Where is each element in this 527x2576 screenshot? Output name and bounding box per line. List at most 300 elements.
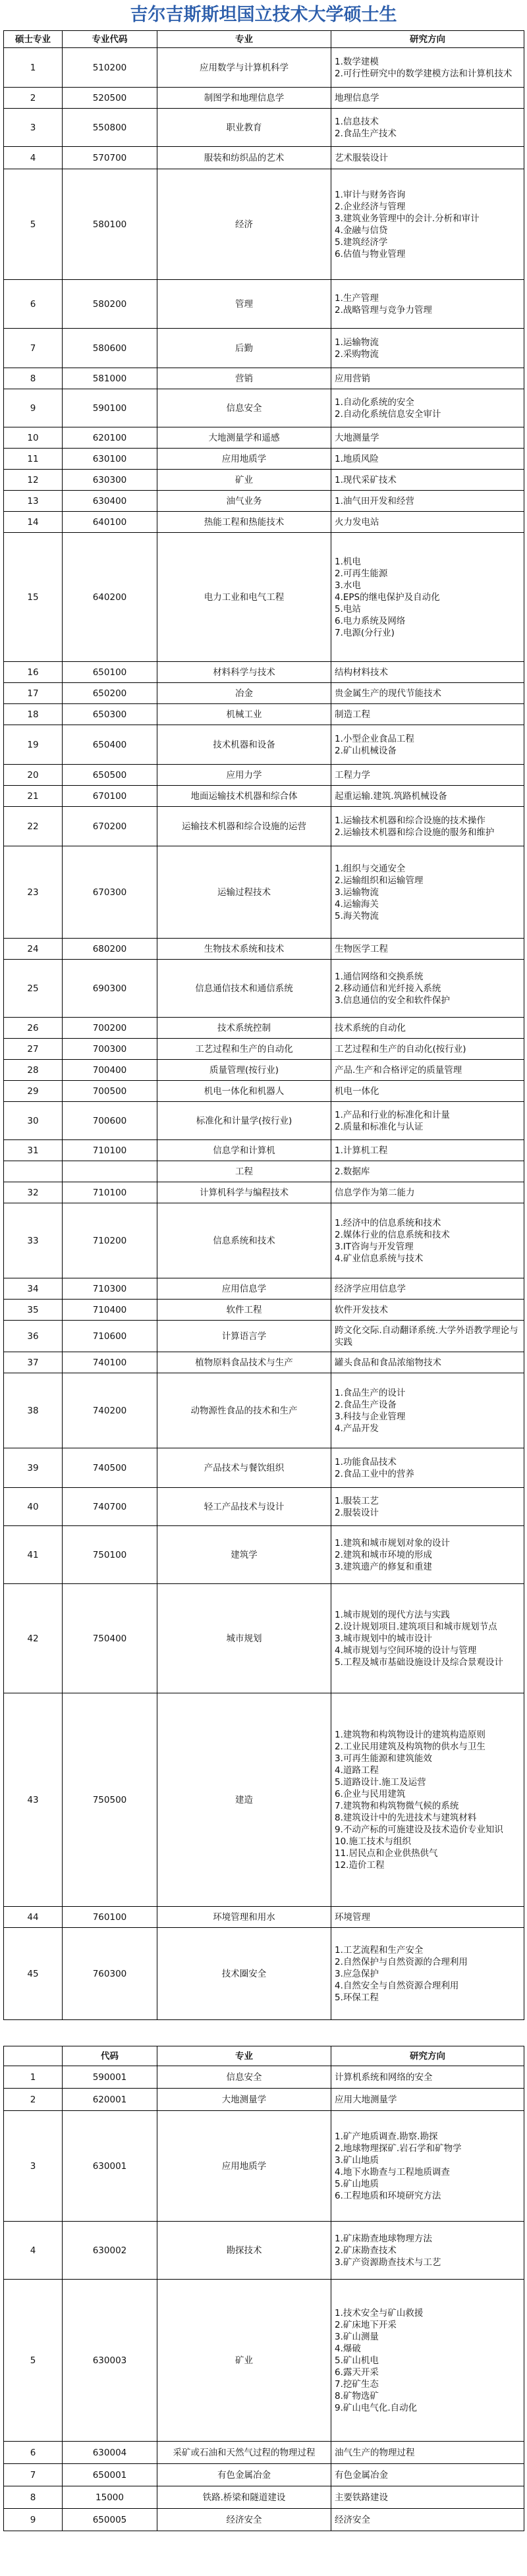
direction-item: 3.矿山地质 xyxy=(335,2154,379,2166)
row-code: 740500 xyxy=(63,1448,157,1488)
row-number: 30 xyxy=(4,1102,63,1140)
direction-item: 2.可再生能源 xyxy=(335,568,388,579)
direction-item: 6.露天开采 xyxy=(335,2367,379,2378)
direction-item: 3.建筑业务管理中的会计.分析和审计 xyxy=(335,213,480,224)
row-directions xyxy=(331,2509,524,2531)
row-number: 22 xyxy=(4,807,63,846)
table-row xyxy=(4,725,524,765)
row-number: 7 xyxy=(4,2464,63,2486)
direction-item: 5.矿山机电 xyxy=(335,2355,379,2366)
table-row xyxy=(4,1526,524,1584)
document-page xyxy=(3,0,524,2531)
direction-item: 1.产品和行业的标准化和计量 xyxy=(335,1109,450,1120)
table-row xyxy=(4,1018,524,1039)
direction-item: 1.自动化系统的安全 xyxy=(335,397,414,408)
table-row xyxy=(4,368,524,389)
table-row xyxy=(4,1373,524,1448)
row-code: 650200 xyxy=(63,683,157,704)
row-directions xyxy=(331,1018,524,1039)
row-directions xyxy=(331,846,524,939)
header-direction: 研究方向 xyxy=(331,31,524,48)
row-code: 620100 xyxy=(63,427,157,449)
row-directions xyxy=(331,389,524,427)
row-code: 700600 xyxy=(63,1102,157,1140)
row-major: 城市规划 xyxy=(157,1584,331,1693)
row-code: 740100 xyxy=(63,1352,157,1373)
direction-item: 1.审计与财务咨询 xyxy=(335,189,406,200)
direction-item: 5.环保工程 xyxy=(335,1992,379,2003)
direction-item: 3.城市规划中的城市设计 xyxy=(335,1633,432,1644)
row-code: 670300 xyxy=(63,846,157,939)
direction-item: 1.经济中的信息系统和技术 xyxy=(335,1217,441,1228)
direction-item: 主要铁路建设 xyxy=(335,2492,388,2503)
row-number: 5 xyxy=(4,169,63,280)
direction-item: 1.地质风险 xyxy=(335,453,379,464)
table-row xyxy=(4,1081,524,1102)
table-row xyxy=(4,1928,524,2020)
row-code: 700500 xyxy=(63,1081,157,1102)
row-number: 20 xyxy=(4,765,63,786)
row-directions xyxy=(331,2066,524,2089)
row-major: 机电一体化和机器人 xyxy=(157,1081,331,1102)
direction-item: 2.食品生产技术 xyxy=(335,128,397,139)
direction-item: 1.信息技术 xyxy=(335,116,379,127)
row-code: 710100 xyxy=(63,1182,157,1203)
table-row xyxy=(4,1321,524,1352)
table-row xyxy=(4,449,524,470)
row-directions xyxy=(331,1352,524,1373)
row-code: 650100 xyxy=(63,662,157,683)
row-code: 760300 xyxy=(63,1928,157,2020)
row-number: 37 xyxy=(4,1352,63,1373)
row-directions xyxy=(331,1448,524,1488)
direction-item: 2.运输技术机器和综合设施的服务和维护 xyxy=(335,827,495,838)
row-number: 14 xyxy=(4,512,63,533)
row-directions xyxy=(331,533,524,662)
row-number: 3 xyxy=(4,2111,63,2222)
direction-item: 2.食品工业中的营养 xyxy=(335,1468,414,1479)
direction-item: 11.居民点和企业供热供气 xyxy=(335,1848,438,1859)
direction-item: 生物医学工程 xyxy=(335,943,388,954)
table-row xyxy=(4,786,524,807)
table-header-row xyxy=(4,31,524,48)
row-major: 信息学和计算机 xyxy=(157,1140,331,1161)
table2-row xyxy=(4,2442,524,2464)
table-row xyxy=(4,939,524,960)
row-major: 轻工产品技术与设计 xyxy=(157,1488,331,1526)
row-code: 630004 xyxy=(63,2442,157,2464)
row-code: 690300 xyxy=(63,960,157,1018)
page-title: 吉尔吉斯斯坦国立技术大学硕士生 xyxy=(130,5,397,25)
row-code: 630300 xyxy=(63,470,157,491)
row-number: 33 xyxy=(4,1203,63,1278)
direction-item: 9.不动产标的可施建设及技术造价专业知识 xyxy=(335,1824,503,1835)
row-code: 630100 xyxy=(63,449,157,470)
row-major: 应用信息学 xyxy=(157,1278,331,1300)
direction-item: 2.矿山机械设备 xyxy=(335,745,397,756)
row-directions xyxy=(331,2486,524,2509)
direction-item: 机电一体化 xyxy=(335,1085,379,1097)
row-major: 计算机科学与编程技术 xyxy=(157,1182,331,1203)
row-major: 生物技术系统和技术 xyxy=(157,939,331,960)
row-code: 650005 xyxy=(63,2509,157,2531)
direction-item: 1.服装工艺 xyxy=(335,1495,379,1506)
row-major: 技术圈安全 xyxy=(157,1928,331,2020)
table-row xyxy=(4,1161,524,1182)
row-number: 3 xyxy=(4,109,63,147)
header-major: 专业 xyxy=(157,31,331,48)
row-code: 630003 xyxy=(63,2280,157,2442)
row-major: 职业教育 xyxy=(157,109,331,147)
row-directions xyxy=(331,2280,524,2442)
direction-item: 1.矿产地质调查.勘察.勘探 xyxy=(335,2131,438,2142)
direction-item: 油气生产的物理过程 xyxy=(335,2447,415,2458)
row-directions xyxy=(331,1373,524,1448)
row-code: 710100 xyxy=(63,1140,157,1161)
direction-item: 工艺过程和生产的自动化(按行业) xyxy=(335,1043,466,1055)
direction-item: 制造工程 xyxy=(335,709,370,720)
row-number: 23 xyxy=(4,846,63,939)
row-directions xyxy=(331,329,524,368)
row-code: 620001 xyxy=(63,2089,157,2111)
row-number: 39 xyxy=(4,1448,63,1488)
row-number: 43 xyxy=(4,1693,63,1907)
direction-item: 6.企业与民用建筑 xyxy=(335,1788,406,1799)
row-major: 矿业 xyxy=(157,2280,331,2442)
direction-item: 3.运输物流 xyxy=(335,887,379,898)
row-major: 环境管理和用水 xyxy=(157,1907,331,1928)
direction-item: 艺术服装设计 xyxy=(335,152,388,163)
table-row xyxy=(4,1140,524,1161)
row-number: 27 xyxy=(4,1039,63,1060)
row-major: 采矿或石油和天然气过程的物理过程 xyxy=(157,2442,331,2464)
direction-item: 7.电源(分行业) xyxy=(335,627,395,638)
row-number: 31 xyxy=(4,1140,63,1161)
row-number: 6 xyxy=(4,280,63,329)
row-number: 36 xyxy=(4,1321,63,1352)
row-major: 地面运输技术机器和综合体 xyxy=(157,786,331,807)
row-directions xyxy=(331,1321,524,1352)
direction-item: 5.电站 xyxy=(335,603,361,615)
table-row xyxy=(4,662,524,683)
direction-item: 1.小型企业食品工程 xyxy=(335,733,414,744)
row-directions xyxy=(331,1928,524,2020)
direction-item: 2.建筑和城市环境的形成 xyxy=(335,1549,432,1560)
direction-item: 2.运输组织和运输管理 xyxy=(335,875,424,886)
row-number: 11 xyxy=(4,449,63,470)
row-directions xyxy=(331,169,524,280)
row-number: 18 xyxy=(4,704,63,725)
row-major: 建筑学 xyxy=(157,1526,331,1584)
table-row xyxy=(4,1584,524,1693)
table-row xyxy=(4,704,524,725)
direction-item: 4.道路工程 xyxy=(335,1765,379,1776)
row-code: 700300 xyxy=(63,1039,157,1060)
row-major: 运输过程技术 xyxy=(157,846,331,939)
row-number: 7 xyxy=(4,329,63,368)
table2-row xyxy=(4,2486,524,2509)
direction-item: 3.矿山测量 xyxy=(335,2331,379,2342)
direction-item: 2.可行性研究中的数学建模方法和计算机技术 xyxy=(335,68,513,79)
table-row xyxy=(4,1182,524,1203)
table-row xyxy=(4,1278,524,1300)
row-major: 铁路.桥梁和隧道建设 xyxy=(157,2486,331,2509)
direction-item: 地理信息学 xyxy=(335,92,379,103)
direction-item: 1.技术安全与矿山救援 xyxy=(335,2307,424,2318)
row-major: 标准化和计量学(按行业) xyxy=(157,1102,331,1140)
table-row xyxy=(4,512,524,533)
direction-item: 5.工程及城市基础设施设计及综合景观设计 xyxy=(335,1657,503,1668)
row-major: 有色金属冶金 xyxy=(157,2464,331,2486)
direction-item: 1.建筑和城市规划对象的设计 xyxy=(335,1537,450,1548)
direction-item: 有色金属冶金 xyxy=(335,2469,388,2480)
direction-item: 3.水电 xyxy=(335,580,361,591)
row-major: 冶金 xyxy=(157,683,331,704)
row-major: 热能工程和热能技术 xyxy=(157,512,331,533)
row-number: 1 xyxy=(4,2066,63,2089)
table-row xyxy=(4,427,524,449)
row-code: 590100 xyxy=(63,389,157,427)
direction-item: 2.战略管理与竞争力管理 xyxy=(335,304,432,315)
direction-item: 5.矿山地质 xyxy=(335,2178,379,2189)
direction-item: 工程力学 xyxy=(335,769,370,781)
header2-major: 专业 xyxy=(157,2046,331,2066)
direction-item: 信息学作为第二能力 xyxy=(335,1187,415,1198)
row-major: 大地测量学和遥感 xyxy=(157,427,331,449)
direction-item: 应用大地测量学 xyxy=(335,2094,397,2105)
row-major: 动物源性食品的技术和生产 xyxy=(157,1373,331,1448)
row-directions xyxy=(331,1203,524,1278)
table-row xyxy=(4,147,524,169)
table-row xyxy=(4,109,524,147)
direction-item: 3.科技与企业管理 xyxy=(335,1411,406,1422)
direction-item: 1.计算机工程 xyxy=(335,1145,388,1156)
row-directions xyxy=(331,662,524,683)
direction-item: 6.电力系统及网络 xyxy=(335,615,406,626)
row-directions xyxy=(331,765,524,786)
row-directions xyxy=(331,939,524,960)
row-number: 8 xyxy=(4,2486,63,2509)
table-gap xyxy=(4,2020,524,2046)
row-directions xyxy=(331,807,524,846)
direction-item: 7.挖矿生态 xyxy=(335,2378,379,2390)
table-row xyxy=(4,765,524,786)
direction-item: 1.运输物流 xyxy=(335,337,379,348)
row-code: 740200 xyxy=(63,1373,157,1448)
row-code: 670100 xyxy=(63,786,157,807)
row-number: 17 xyxy=(4,683,63,704)
direction-item: 1.功能食品技术 xyxy=(335,1456,397,1467)
header2-direction: 研究方向 xyxy=(331,2046,524,2066)
table2-row xyxy=(4,2089,524,2111)
direction-item: 2.矿床勘查技术 xyxy=(335,2245,397,2256)
row-number: 38 xyxy=(4,1373,63,1448)
row-major: 服装和纺织品的艺术 xyxy=(157,147,331,169)
row-number: 10 xyxy=(4,427,63,449)
row-number: 5 xyxy=(4,2280,63,2442)
row-directions xyxy=(331,786,524,807)
row-code: 630400 xyxy=(63,491,157,512)
row-directions xyxy=(331,704,524,725)
direction-item: 4.自然安全与自然资源合理利用 xyxy=(335,1980,459,1991)
row-code: 680200 xyxy=(63,939,157,960)
direction-item: 1.现代采矿技术 xyxy=(335,474,397,485)
row-directions xyxy=(331,1161,524,1182)
row-number: 45 xyxy=(4,1928,63,2020)
direction-item: 3.IT咨询与开发管理 xyxy=(335,1241,414,1252)
row-number: 2 xyxy=(4,2089,63,2111)
table-row xyxy=(4,1352,524,1373)
direction-item: 1.组织与交通安全 xyxy=(335,863,406,874)
direction-item: 1.工艺流程和生产安全 xyxy=(335,1944,424,1956)
table-row xyxy=(4,1203,524,1278)
row-code: 650300 xyxy=(63,704,157,725)
row-major: 应用力学 xyxy=(157,765,331,786)
row-number: 28 xyxy=(4,1060,63,1081)
row-code xyxy=(63,1161,157,1182)
row-directions xyxy=(331,2464,524,2486)
row-directions xyxy=(331,960,524,1018)
direction-item: 3.应急保护 xyxy=(335,1968,379,1979)
table-row xyxy=(4,470,524,491)
row-code: 580600 xyxy=(63,329,157,368)
row-code: 710300 xyxy=(63,1278,157,1300)
row-code: 570700 xyxy=(63,147,157,169)
row-major: 管理 xyxy=(157,280,331,329)
row-major: 建造 xyxy=(157,1693,331,1907)
row-code: 700200 xyxy=(63,1018,157,1039)
table-row xyxy=(4,1102,524,1140)
row-number: 8 xyxy=(4,368,63,389)
direction-item: 应用营销 xyxy=(335,373,370,384)
direction-item: 5.道路设计.施工及运营 xyxy=(335,1776,426,1788)
row-major: 营销 xyxy=(157,368,331,389)
row-number: 1 xyxy=(4,48,63,88)
row-directions xyxy=(331,683,524,704)
row-directions xyxy=(331,491,524,512)
row-directions xyxy=(331,109,524,147)
row-major: 机械工业 xyxy=(157,704,331,725)
row-number: 24 xyxy=(4,939,63,960)
direction-item: 5.建筑经济学 xyxy=(335,236,388,248)
row-directions xyxy=(331,88,524,109)
table-row xyxy=(4,807,524,846)
table-row xyxy=(4,1488,524,1526)
table-row xyxy=(4,960,524,1018)
row-code: 750100 xyxy=(63,1526,157,1584)
direction-item: 3.建筑遗产的修复和重建 xyxy=(335,1561,432,1572)
table-row xyxy=(4,389,524,427)
row-number: 41 xyxy=(4,1526,63,1584)
row-code: 710600 xyxy=(63,1321,157,1352)
row-major: 运输技术机器和综合设施的运营 xyxy=(157,807,331,846)
row-code: 710400 xyxy=(63,1300,157,1321)
row-major: 工程 xyxy=(157,1161,331,1182)
direction-item: 2.矿床地下开采 xyxy=(335,2319,397,2330)
row-code: 580200 xyxy=(63,280,157,329)
row-number: 19 xyxy=(4,725,63,765)
direction-item: 6.工程地质和环境研究方法 xyxy=(335,2190,441,2201)
row-major: 信息通信技术和通信系统 xyxy=(157,960,331,1018)
direction-item: 4.产品开发 xyxy=(335,1423,379,1434)
direction-item: 10.施工技术与组织 xyxy=(335,1836,411,1847)
row-code: 581000 xyxy=(63,368,157,389)
row-code: 630001 xyxy=(63,2111,157,2222)
header-code: 专业代码 xyxy=(63,31,157,48)
row-directions xyxy=(331,2442,524,2464)
row-major: 质量管理(按行业) xyxy=(157,1060,331,1081)
row-number: 42 xyxy=(4,1584,63,1693)
direction-item: 软件开发技术 xyxy=(335,1304,388,1315)
table2-row xyxy=(4,2280,524,2442)
row-number: 12 xyxy=(4,470,63,491)
row-number: 29 xyxy=(4,1081,63,1102)
row-major: 材料科学与技术 xyxy=(157,662,331,683)
direction-item: 1.油气田开发和经营 xyxy=(335,495,414,507)
row-code: 650001 xyxy=(63,2464,157,2486)
row-directions xyxy=(331,1300,524,1321)
row-major: 信息系统和技术 xyxy=(157,1203,331,1278)
row-code: 510200 xyxy=(63,48,157,88)
table-row xyxy=(4,1300,524,1321)
direction-item: 12.造价工程 xyxy=(335,1859,385,1871)
table-row xyxy=(4,1448,524,1488)
direction-item: 4.地下水勘查与工程地质调查 xyxy=(335,2166,450,2178)
direction-item: 2.食品生产设备 xyxy=(335,1399,397,1410)
direction-item: 1.生产管理 xyxy=(335,292,379,304)
row-number: 25 xyxy=(4,960,63,1018)
direction-item: 2.工业民用建筑及构筑物的供水与卫生 xyxy=(335,1741,485,1752)
row-major: 应用数学与计算机科学 xyxy=(157,48,331,88)
row-directions xyxy=(331,1039,524,1060)
direction-item: 环境管理 xyxy=(335,1911,370,1923)
row-major: 技术系统控制 xyxy=(157,1018,331,1039)
row-major: 经济 xyxy=(157,169,331,280)
row-major: 计算语言学 xyxy=(157,1321,331,1352)
direction-item: 2.自然保护与自然资源的合理利用 xyxy=(335,1956,468,1967)
row-directions xyxy=(331,1081,524,1102)
row-code: 580100 xyxy=(63,169,157,280)
direction-item: 7.建筑物和构筑物微气候的系统 xyxy=(335,1800,459,1811)
row-major: 技术机器和设备 xyxy=(157,725,331,765)
direction-item: 2.企业经济与管理 xyxy=(335,201,406,212)
row-major: 大地测量学 xyxy=(157,2089,331,2111)
table-row xyxy=(4,280,524,329)
direction-item: 9.矿山电气化.自动化 xyxy=(335,2402,418,2413)
table-row xyxy=(4,1060,524,1081)
row-code: 650400 xyxy=(63,725,157,765)
row-code: 670200 xyxy=(63,807,157,846)
row-major: 矿业 xyxy=(157,470,331,491)
direction-item: 8.建筑设计中的先进技术与建筑材料 xyxy=(335,1812,477,1823)
row-code: 550800 xyxy=(63,109,157,147)
direction-item: 1.城市规划的现代方法与实践 xyxy=(335,1609,450,1620)
table-row xyxy=(4,48,524,88)
row-directions xyxy=(331,427,524,449)
row-directions xyxy=(331,48,524,88)
specialist-programs-body xyxy=(4,2046,524,2531)
row-number: 21 xyxy=(4,786,63,807)
row-directions xyxy=(331,1060,524,1081)
row-major: 植物原料食品技术与生产 xyxy=(157,1352,331,1373)
direction-item: 1.通信网络和交换系统 xyxy=(335,971,424,982)
table2-row xyxy=(4,2464,524,2486)
row-directions xyxy=(331,147,524,169)
row-major: 信息安全 xyxy=(157,389,331,427)
direction-item: 火力发电站 xyxy=(335,516,379,528)
direction-item: 4.城市规划与空间环境的设计与管理 xyxy=(335,1645,477,1656)
row-directions xyxy=(331,1278,524,1300)
